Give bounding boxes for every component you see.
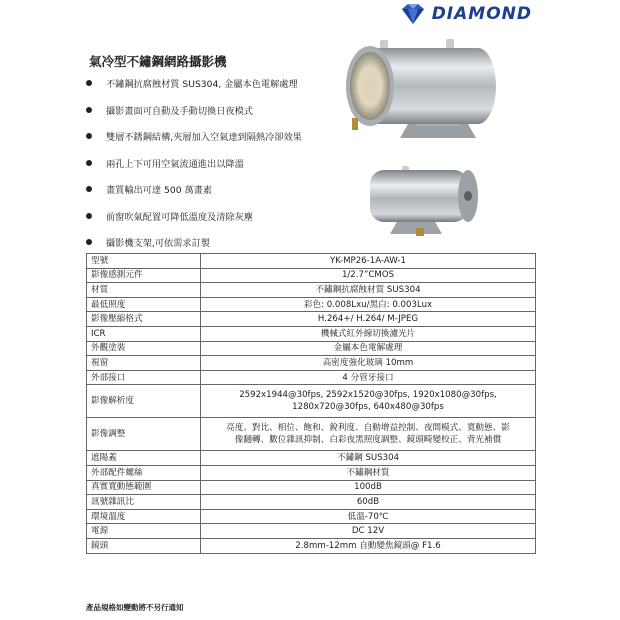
- logo-text: DIAMOND: [431, 4, 532, 24]
- spec-key: 視窗: [87, 356, 201, 371]
- spec-key: 影像解析度: [87, 385, 201, 418]
- spec-value: 高密度強化玻璃 10mm: [201, 356, 536, 371]
- spec-key: 外觀塗裝: [87, 341, 201, 356]
- bullet-icon: [86, 133, 92, 139]
- brand-logo: [400, 3, 532, 25]
- spec-key: 影像壓縮格式: [87, 312, 201, 327]
- feature-list: [86, 70, 302, 256]
- bullet-icon: [86, 160, 92, 166]
- feature-item: 攝影畫面可自動及手動切換日夜模式: [86, 97, 302, 124]
- spec-value: 低溫-70℃: [201, 509, 536, 524]
- table-row: [87, 538, 536, 553]
- table-row: [87, 341, 536, 356]
- spec-value: 不鏽鋼 SUS304: [201, 451, 536, 466]
- feature-item: 攝影機支架,可依需求訂製: [86, 229, 302, 256]
- bullet-icon: [86, 186, 92, 192]
- spec-value: DC 12V: [201, 524, 536, 539]
- spec-value: 不鏽鋼抗腐蝕材質 SUS304: [201, 283, 536, 298]
- feature-item: 不鏽鋼抗腐蝕材質 SUS304, 金屬本色電解處理: [86, 70, 302, 97]
- table-row: [87, 480, 536, 495]
- table-row: [87, 451, 536, 466]
- bullet-icon: [86, 213, 92, 219]
- feature-item: 畫質輸出可達 500 萬畫素: [86, 176, 302, 203]
- table-row: [87, 385, 536, 418]
- table-row: [87, 495, 536, 510]
- table-row: [87, 312, 536, 327]
- feature-item: 前窗吹氣配置可降低溫度及清除灰塵: [86, 203, 302, 230]
- feature-item: 兩孔上下可用空氣流通進出以降溫: [86, 150, 302, 177]
- bullet-icon: [86, 80, 92, 86]
- spec-key: 遮陽蓋: [87, 451, 201, 466]
- spec-value: 不鏽鋼材質: [201, 465, 536, 480]
- spec-value: 100dB: [201, 480, 536, 495]
- spec-key: 訊號雜訊比: [87, 495, 201, 510]
- spec-value: 2.8mm-12mm 自動變焦鏡頭@ F1.6: [201, 538, 536, 553]
- spec-key: 影像感測元件: [87, 268, 201, 283]
- table-row: [87, 509, 536, 524]
- spec-value: 亮度、對比、相位、飽和、銳利度、自動增益控制、夜間模式、寬動態、影 像翻轉、數位雜訊抑制、白彩夜黑照度調整、鏡頭畸變校正、背光補償: [201, 418, 536, 451]
- spec-value: H.264+/ H.264/ M-JPEG: [201, 312, 536, 327]
- spec-key: 型號: [87, 254, 201, 269]
- spec-key: 電源: [87, 524, 201, 539]
- diamond-logo-icon: [400, 3, 426, 25]
- table-row: [87, 283, 536, 298]
- footnote: 產品規格如變動將不另行通知: [86, 603, 184, 612]
- spec-value: 機械式紅外線切換濾光片: [201, 326, 536, 341]
- camera-housing-front-photo: [338, 36, 498, 146]
- table-row: [87, 326, 536, 341]
- table-row: [87, 524, 536, 539]
- table-row: [87, 370, 536, 385]
- spec-key: 影像調整: [87, 418, 201, 451]
- spec-value: YK-MP26-1A-AW-1: [201, 254, 536, 269]
- spec-key: 外部配件螺絲: [87, 465, 201, 480]
- bullet-icon: [86, 239, 92, 245]
- spec-value: 60dB: [201, 495, 536, 510]
- spec-value: 4 分管牙接口: [201, 370, 536, 385]
- spec-value: 彩色: 0.008Lxu/黑白: 0.003Lux: [201, 297, 536, 312]
- feature-item: 雙層不銹鋼結構,夾層加入空氣達到隔熱冷卻效果: [86, 123, 302, 150]
- spec-key: 最低照度: [87, 297, 201, 312]
- spec-key: 真實寬動態範圍: [87, 480, 201, 495]
- table-row: [87, 356, 536, 371]
- spec-key: 環境溫度: [87, 509, 201, 524]
- spec-key: ICR: [87, 326, 201, 341]
- spec-key: 鏡頭: [87, 538, 201, 553]
- table-row: [87, 465, 536, 480]
- table-row: [87, 297, 536, 312]
- camera-housing-side-photo: [362, 164, 482, 240]
- spec-value: 2592x1944@30fps, 2592x1520@30fps, 1920x1080@30fps, 1280x720@30fps, 640x480@30fps: [201, 385, 536, 418]
- spec-key: 外部接口: [87, 370, 201, 385]
- spec-key: 材質: [87, 283, 201, 298]
- bullet-icon: [86, 107, 92, 113]
- page-title: 氣冷型不鏽鋼網路攝影機: [89, 54, 227, 69]
- table-row: [87, 268, 536, 283]
- table-row: [87, 418, 536, 451]
- spec-value: 1/2.7”CMOS: [201, 268, 536, 283]
- spec-value: 金屬本色電解處理: [201, 341, 536, 356]
- spec-table: [86, 253, 536, 554]
- table-row: [87, 254, 536, 269]
